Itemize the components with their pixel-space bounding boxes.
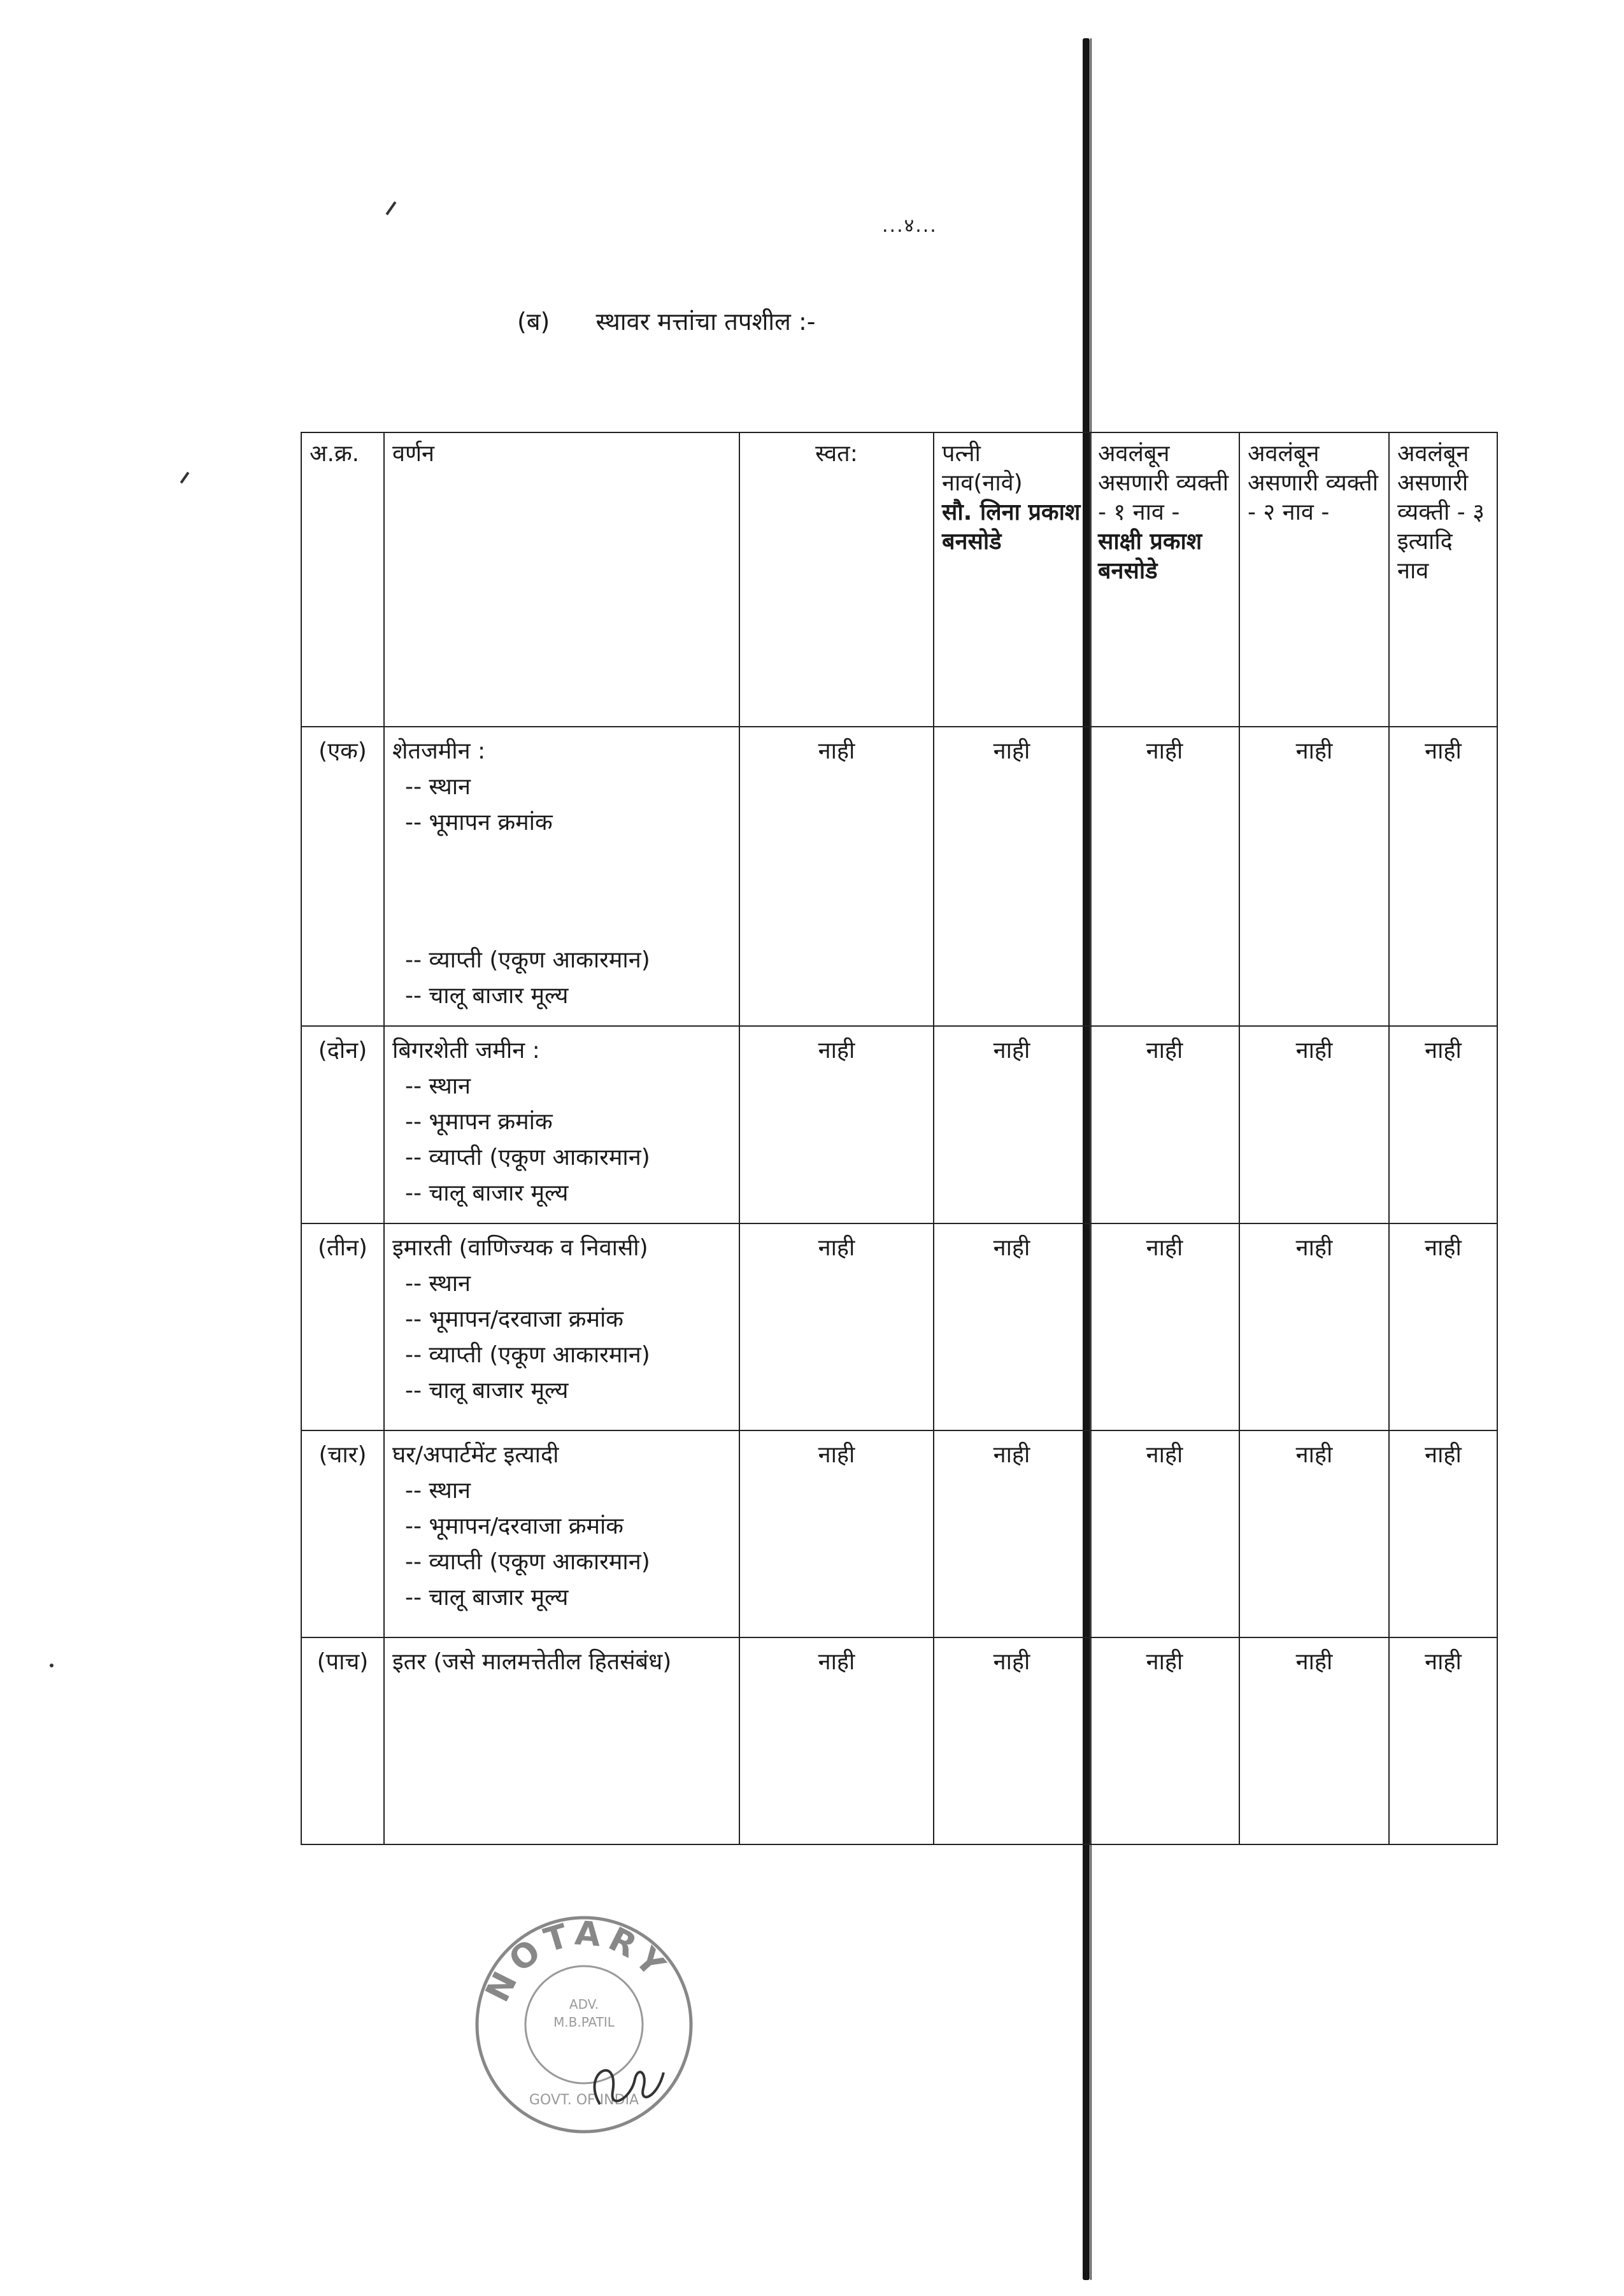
value-dependent-3: नाही — [1389, 1223, 1497, 1430]
notary-stamp — [473, 1913, 695, 2136]
immovable-assets-table — [301, 432, 1498, 1845]
value-dependent-1: नाही — [1090, 1637, 1239, 1844]
table-row — [301, 1637, 1497, 1844]
value-dependent-2: नाही — [1239, 1026, 1389, 1223]
row-sub-item: -- स्थान — [405, 774, 471, 800]
header-spouse-line1: पत्नी — [942, 441, 981, 467]
value-spouse: नाही — [934, 1026, 1090, 1223]
row-title: इतर (जसे मालमत्तेतील हितसंबंध) — [392, 1649, 672, 1675]
row-title: इमारती (वाणिज्यक व निवासी) — [392, 1235, 648, 1261]
row-sub-item: -- स्थान — [405, 1478, 471, 1504]
row-number: (तीन) — [301, 1223, 384, 1430]
value-spouse: नाही — [934, 1223, 1090, 1430]
row-number: (चार) — [301, 1430, 384, 1637]
row-sub-item: -- चालू बाजार मूल्य — [405, 1378, 569, 1404]
row-sub-item: -- व्याप्ती (एकूण आकारमान) — [405, 1549, 650, 1575]
value-dependent-3: नाही — [1389, 1430, 1497, 1637]
stamp-line3: GOVT. OF INDIA — [529, 2092, 639, 2108]
value-dependent-3: नाही — [1389, 1026, 1497, 1223]
row-sub-item: -- भूमापन/दरवाजा क्रमांक — [405, 1513, 623, 1539]
value-spouse: नाही — [934, 727, 1090, 1026]
row-description — [384, 727, 739, 1026]
stray-mark — [180, 472, 190, 484]
row-sub-item: -- भूमापन क्रमांक — [405, 809, 553, 836]
value-self: नाही — [739, 1223, 934, 1430]
table-row — [301, 1026, 1497, 1223]
row-sub-item: -- चालू बाजार मूल्य — [405, 1180, 569, 1206]
value-dependent-1: नाही — [1090, 1430, 1239, 1637]
header-spouse-name: सौ. लिना प्रकाश बनसोडे — [942, 499, 1081, 555]
value-dependent-1: नाही — [1090, 727, 1239, 1026]
value-spouse: नाही — [934, 1430, 1090, 1637]
table-row — [301, 727, 1497, 1026]
row-description — [384, 1430, 739, 1637]
row-number: (दोन) — [301, 1026, 384, 1223]
value-self: नाही — [739, 1026, 934, 1223]
value-dependent-3: नाही — [1389, 727, 1497, 1026]
row-sub-item: -- चालू बाजार मूल्य — [405, 1585, 569, 1611]
header-spouse-line2: नाव(नावे) — [942, 470, 1023, 496]
row-sub-item: -- स्थान — [405, 1271, 471, 1297]
header-spouse — [934, 432, 1090, 727]
row-description — [384, 1026, 739, 1223]
row-sub-item: -- स्थान — [405, 1073, 471, 1099]
header-self: स्वत: — [739, 432, 934, 727]
header-sr-no: अ.क्र. — [301, 432, 384, 727]
row-sub-item: -- भूमापन क्रमांक — [405, 1109, 553, 1135]
header-dependent-3: अवलंबून असणारी व्यक्ती - ३ इत्यादि नाव — [1389, 432, 1497, 727]
row-sub-item: -- व्याप्ती (एकूण आकारमान) — [405, 1144, 650, 1171]
stamp-line1: ADV. — [569, 1997, 599, 2012]
stray-mark — [385, 201, 396, 215]
row-sub-item: -- व्याप्ती (एकूण आकारमान) — [405, 1342, 650, 1368]
value-dependent-2: नाही — [1239, 727, 1389, 1026]
row-title: शेतजमीन : — [392, 738, 486, 764]
row-title: बिगरशेती जमीन : — [392, 1037, 540, 1064]
table-header-row — [301, 432, 1497, 727]
row-description — [384, 1223, 739, 1430]
row-title: घर/अपार्टमेंट इत्यादी — [392, 1442, 559, 1468]
value-dependent-1: नाही — [1090, 1026, 1239, 1223]
row-sub-item: -- व्याप्ती (एकूण आकारमान) — [405, 947, 650, 973]
header-dependent-1-line: अवलंबून असणारी व्यक्ती - १ नाव - — [1098, 441, 1229, 525]
row-description — [384, 1637, 739, 1844]
page-number: ...४... — [882, 215, 937, 237]
table-row — [301, 1430, 1497, 1637]
header-dependent-1-name: साक्षी प्रकाश बनसोडे — [1098, 529, 1202, 584]
value-self: नाही — [739, 1637, 934, 1844]
value-dependent-1: नाही — [1090, 1223, 1239, 1430]
value-dependent-2: नाही — [1239, 1637, 1389, 1844]
value-spouse: नाही — [934, 1637, 1090, 1844]
row-number: (पाच) — [301, 1637, 384, 1844]
stamp-line2: M.B.PATIL — [553, 2014, 615, 2030]
spacer — [392, 841, 731, 943]
value-dependent-2: नाही — [1239, 1223, 1389, 1430]
section-label: (ब) — [517, 308, 550, 336]
table-row — [301, 1223, 1497, 1430]
stray-mark — [50, 1664, 53, 1667]
value-dependent-2: नाही — [1239, 1430, 1389, 1637]
section-title: स्थावर मत्तांचा तपशील :- — [595, 308, 816, 336]
row-sub-item: -- चालू बाजार मूल्य — [405, 983, 569, 1009]
header-description: वर्णन — [384, 432, 739, 727]
section-heading — [517, 304, 816, 338]
value-self: नाही — [739, 727, 934, 1026]
value-dependent-3: नाही — [1389, 1637, 1497, 1844]
header-dependent-1 — [1090, 432, 1239, 727]
row-number: (एक) — [301, 727, 384, 1026]
row-sub-item: -- भूमापन/दरवाजा क्रमांक — [405, 1306, 623, 1332]
header-dependent-2: अवलंबून असणारी व्यक्ती - २ नाव - — [1239, 432, 1389, 727]
value-self: नाही — [739, 1430, 934, 1637]
stamp-title: NOTARY — [478, 1914, 676, 2008]
